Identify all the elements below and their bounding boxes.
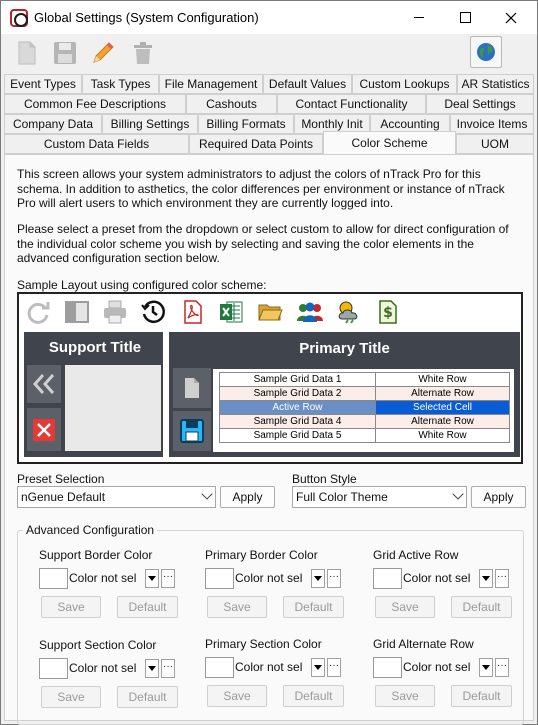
color-ellipsis-button[interactable]: ··· (161, 659, 175, 678)
color-not-selected-text: Color not sel (403, 660, 471, 674)
grid-row-white (220, 373, 510, 387)
button-style-label: Button Style (292, 472, 357, 486)
sample-grid (219, 372, 510, 443)
grid-alternate-row-block (373, 637, 513, 717)
color-swatch[interactable] (205, 568, 234, 589)
layout-icon (64, 299, 90, 325)
svg-text:$: $ (383, 305, 393, 321)
color-swatch[interactable] (39, 658, 68, 679)
color-ellipsis-button[interactable]: ··· (495, 658, 509, 677)
grid-cell: Sample Grid Data 2 (220, 387, 376, 401)
instructions-paragraph: Please select a preset from the dropdown or select custom to allow for direct configuration of the individual color scheme you wish by selecting and saving the color elements in the advanced configuration section below. (17, 222, 509, 265)
support-section-color-block (39, 638, 179, 718)
color-dropdown-button[interactable] (311, 658, 325, 677)
folder-icon (257, 299, 283, 325)
weather-icon (335, 299, 361, 325)
sample-layout (17, 292, 523, 464)
color-swatch[interactable] (373, 657, 402, 678)
primary-section-sample (169, 332, 520, 457)
grid-cell-selected: Selected Cell (376, 401, 510, 415)
tab-ar-statistics[interactable]: AR Statistics (457, 74, 534, 94)
color-not-selected-text: Color not sel (69, 571, 137, 585)
support-title: Support Title (27, 332, 163, 363)
save-button[interactable]: Save (207, 685, 267, 707)
red-x-icon (32, 419, 56, 441)
tab-invoice-items[interactable]: Invoice Items (450, 114, 534, 134)
tab-accounting[interactable]: Accounting (370, 114, 450, 134)
color-dropdown-button[interactable] (145, 659, 159, 678)
support-body (65, 365, 161, 451)
grid-cell: Alternate Row (376, 387, 510, 401)
default-button[interactable]: Default (451, 685, 512, 707)
preset-selection-label: Preset Selection (17, 472, 105, 486)
app-logo-icon (10, 9, 28, 27)
grid-cell: Sample Grid Data 5 (220, 429, 376, 443)
default-button[interactable]: Default (283, 685, 344, 707)
refresh-icon (25, 299, 51, 325)
save-icon[interactable] (52, 40, 78, 66)
pdf-icon (180, 299, 206, 325)
default-button[interactable]: Default (117, 686, 178, 708)
primary-section-color-block (205, 637, 345, 717)
users-icon (296, 299, 322, 325)
default-button[interactable]: Default (283, 596, 344, 618)
button-style-apply-button[interactable]: Apply (471, 486, 526, 508)
primary-title: Primary Title (299, 340, 390, 357)
tab-common-fee-descriptions[interactable]: Common Fee Descriptions (4, 94, 186, 114)
sample-layout-label: Sample Layout using configured color scheme: (17, 278, 267, 292)
sample-document-button (173, 368, 211, 408)
color-dropdown-button[interactable] (479, 569, 493, 588)
color-dropdown-button[interactable] (145, 569, 159, 588)
support-section-color-label: Support Section Color (39, 638, 157, 652)
sample-save-button (173, 411, 211, 451)
tab-uom[interactable]: UOM (456, 134, 534, 154)
color-swatch[interactable] (373, 568, 402, 589)
globe-icon (476, 42, 496, 62)
history-icon (140, 299, 166, 325)
color-dropdown-button[interactable] (311, 569, 325, 588)
excel-icon (218, 299, 244, 325)
color-dropdown-button[interactable] (479, 658, 493, 677)
color-swatch[interactable] (205, 657, 234, 678)
color-not-selected-text: Color not sel (69, 661, 137, 675)
close-icon (505, 12, 517, 24)
grid-active-row-picker (373, 568, 513, 590)
color-ellipsis-button[interactable]: ··· (327, 658, 341, 677)
advanced-configuration-title: Advanced Configuration (23, 523, 157, 537)
color-scheme-panel (4, 154, 534, 721)
title-bar (1, 1, 537, 34)
tab-color-scheme[interactable]: Color Scheme (323, 131, 456, 155)
color-ellipsis-button[interactable]: ··· (327, 569, 341, 588)
grid-cell: White Row (376, 373, 510, 387)
double-chevron-left-icon (32, 373, 56, 395)
tab-default-values[interactable]: Default Values (263, 74, 352, 94)
primary-border-color-picker (205, 568, 345, 590)
dollar-document-icon (375, 299, 401, 325)
support-border-color-picker (39, 568, 179, 590)
window-title: Global Settings (System Configuration) (34, 10, 259, 25)
print-icon (102, 299, 128, 325)
collapse-button (27, 365, 61, 403)
tab-billing-formats[interactable]: Billing Formats (198, 114, 294, 134)
color-not-selected-text: Color not sel (403, 571, 471, 585)
maximize-button[interactable] (442, 1, 488, 34)
preset-selection-value: nGenue Default (21, 490, 106, 504)
chevron-down-icon (452, 488, 463, 499)
color-not-selected-text: Color not sel (235, 571, 303, 585)
tab-deal-settings[interactable]: Deal Settings (426, 94, 534, 114)
save-icon (180, 419, 204, 443)
grid-alternate-row-label: Grid Alternate Row (373, 637, 474, 651)
primary-border-color-block (205, 548, 345, 628)
tab-required-data-points[interactable]: Required Data Points (189, 134, 323, 154)
save-button[interactable]: Save (207, 596, 267, 618)
color-not-selected-text: Color not sel (235, 660, 303, 674)
grid-row-white (220, 429, 510, 443)
support-border-color-label: Support Border Color (39, 548, 153, 562)
grid-active-row-block (373, 548, 513, 628)
save-button[interactable]: Save (41, 686, 101, 708)
grid-cell-active: Active Row (220, 401, 376, 415)
tab-file-management[interactable]: File Management (159, 74, 263, 94)
default-button[interactable]: Default (451, 596, 512, 618)
main-toolbar (1, 34, 537, 72)
save-button[interactable]: Save (375, 596, 435, 618)
grid-row-active (220, 401, 510, 415)
button-style-value: Full Color Theme (296, 490, 388, 504)
grid-alternate-row-picker (373, 657, 513, 679)
sample-close-button (27, 408, 61, 451)
grid-active-row-label: Grid Active Row (373, 548, 459, 562)
tab-event-types[interactable]: Event Types (4, 74, 82, 94)
default-button[interactable]: Default (117, 596, 178, 618)
grid-row-alternate (220, 387, 510, 401)
tab-contact-functionality[interactable]: Contact Functionality (277, 94, 426, 114)
intro-paragraph: This screen allows your system administrators to adjust the colors of nTrack Pro for this schema. In addition to asthetics, the color differences per environment or instance of nTrack Pro will alert users to which environment they are currently logged into. (17, 167, 505, 210)
tab-custom-lookups[interactable]: Custom Lookups (352, 74, 457, 94)
color-ellipsis-button[interactable]: ··· (161, 569, 175, 588)
delete-trash-icon[interactable] (130, 40, 156, 66)
color-ellipsis-button[interactable]: ··· (495, 569, 509, 588)
document-icon (182, 376, 202, 400)
grid-row-alternate (220, 415, 510, 429)
tab-custom-data-fields[interactable]: Custom Data Fields (4, 134, 189, 154)
primary-border-color-label: Primary Border Color (205, 548, 318, 562)
tab-task-types[interactable]: Task Types (82, 74, 159, 94)
primary-section-color-label: Primary Section Color (205, 637, 322, 651)
save-button[interactable]: Save (41, 596, 101, 618)
tab-company-data[interactable]: Company Data (4, 114, 102, 134)
tab-monthly-init[interactable]: Monthly Init (294, 114, 370, 134)
new-document-icon[interactable] (14, 40, 40, 66)
preset-selection-dropdown[interactable] (17, 486, 216, 508)
support-border-color-block (39, 548, 179, 628)
preset-apply-button[interactable]: Apply (220, 486, 275, 508)
minimize-button[interactable] (396, 1, 442, 34)
grid-cell: Sample Grid Data 1 (220, 373, 376, 387)
tab-cashouts[interactable]: Cashouts (186, 94, 277, 114)
button-style-dropdown[interactable] (292, 486, 467, 508)
close-button[interactable] (488, 1, 534, 34)
chevron-down-icon (201, 488, 212, 499)
grid-cell: Sample Grid Data 4 (220, 415, 376, 429)
color-swatch[interactable] (39, 568, 68, 589)
support-section-color-picker (39, 658, 179, 680)
grid-cell: White Row (376, 429, 510, 443)
globe-button[interactable] (470, 36, 502, 68)
edit-pencil-icon[interactable] (90, 40, 116, 66)
support-section-sample (24, 332, 163, 457)
save-button[interactable]: Save (375, 685, 435, 707)
primary-section-color-picker (205, 657, 345, 679)
grid-cell: Alternate Row (376, 415, 510, 429)
tab-billing-settings[interactable]: Billing Settings (102, 114, 198, 134)
